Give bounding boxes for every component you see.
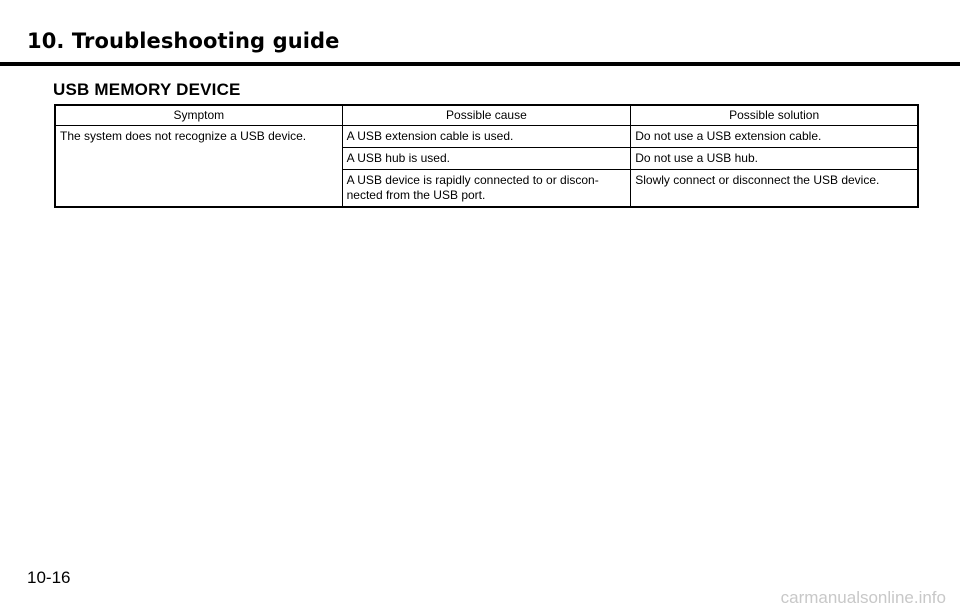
header-symptom: Symptom [55, 105, 342, 126]
solution-cell: Do not use a USB hub. [631, 148, 918, 170]
cause-cell [342, 170, 631, 208]
title-rule [0, 62, 960, 66]
cause-line: A USB device is rapidly connected to or discon- [346, 173, 599, 187]
header-possible-cause: Possible cause [342, 105, 631, 126]
watermark: carmanualsonline.info [780, 588, 946, 607]
section-heading: USB MEMORY DEVICE [53, 80, 241, 99]
header-possible-solution: Possible solution [631, 105, 918, 126]
chapter-title: 10. Troubleshooting guide [27, 29, 340, 53]
solution-cell: Do not use a USB extension cable. [631, 126, 918, 148]
table-header-row [55, 105, 918, 126]
cause-cell: A USB extension cable is used. [342, 126, 631, 148]
troubleshooting-table [54, 104, 919, 208]
table-row [55, 126, 918, 148]
symptom-cell: The system does not recognize a USB device. [55, 126, 342, 208]
cause-cell: A USB hub is used. [342, 148, 631, 170]
solution-cell: Slowly connect or disconnect the USB device. [631, 170, 918, 208]
cause-line: nected from the USB port. [346, 188, 486, 202]
page-number: 10-16 [27, 568, 71, 587]
